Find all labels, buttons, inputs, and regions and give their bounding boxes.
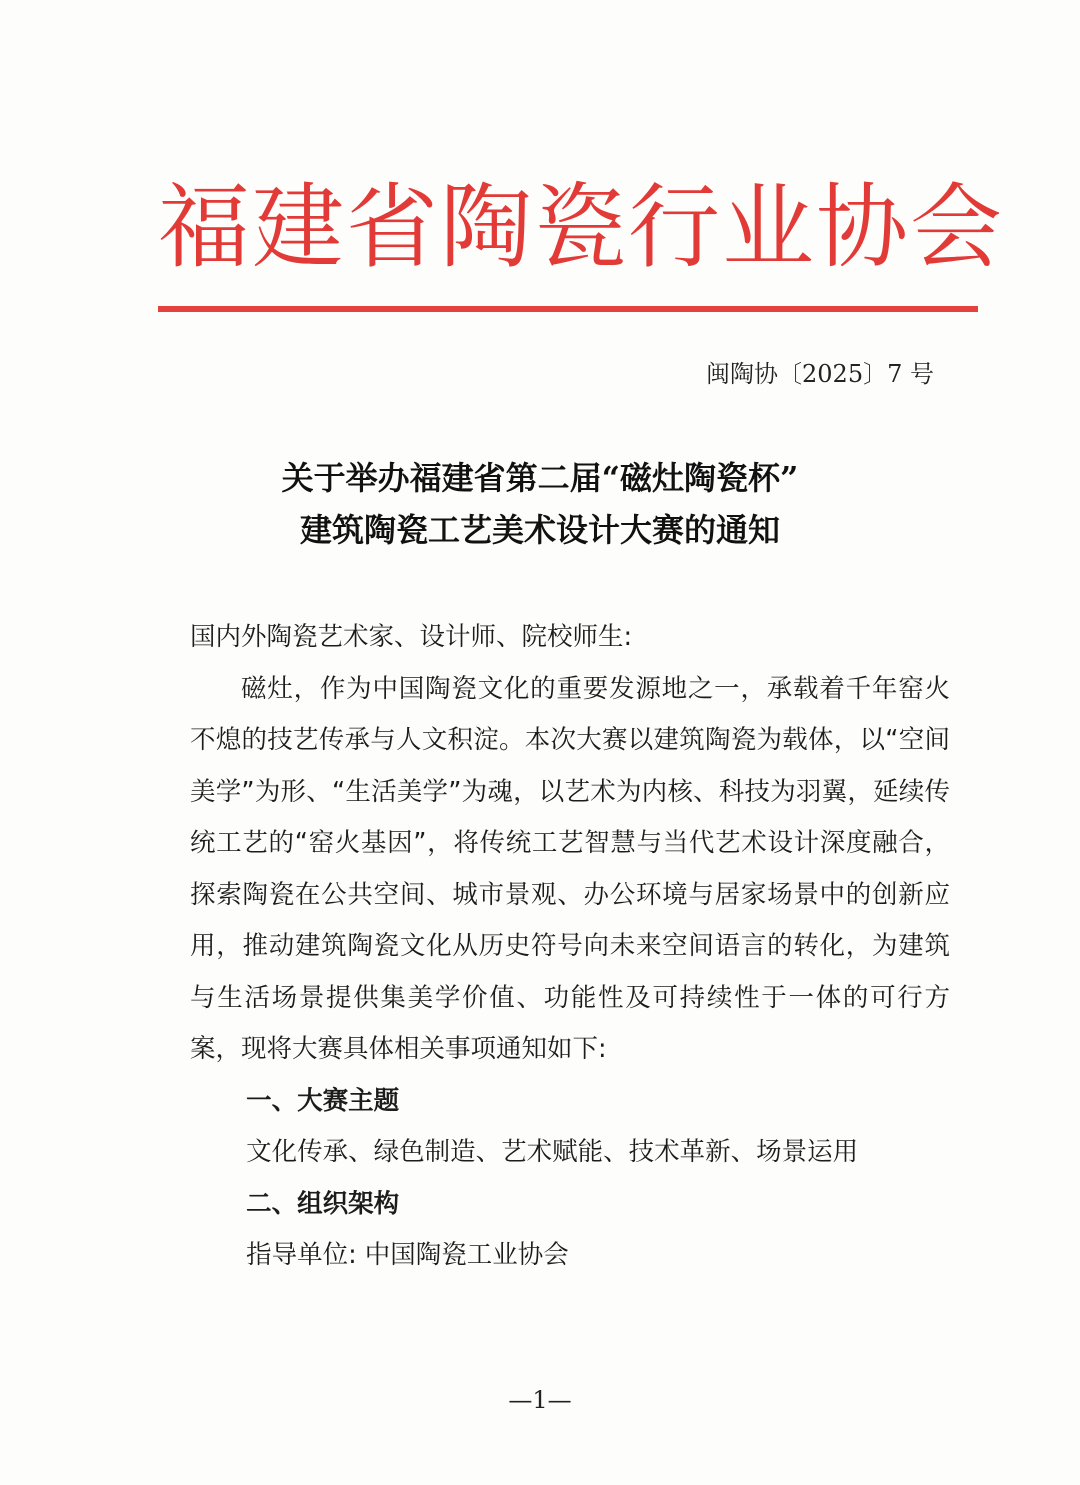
section-text-theme: 文化传承、绿色制造、艺术赋能、技术革新、场景运用	[246, 1137, 859, 1167]
document-number: 闽陶协〔2025〕7 号	[706, 360, 934, 388]
document-body	[190, 612, 950, 1282]
title-line-1: 关于举办福建省第二届“磁灶陶瓷杯”	[281, 459, 799, 497]
organization-letterhead: 福建省陶瓷行业协会	[158, 174, 1005, 281]
salutation: 国内外陶瓷艺术家、设计师、院校师生:	[190, 622, 633, 652]
title-line-2: 建筑陶瓷工艺美术设计大赛的通知	[299, 511, 780, 549]
red-divider-line	[158, 306, 978, 312]
section-text-guiding-unit: 指导单位: 中国陶瓷工业协会	[246, 1240, 569, 1270]
intro-paragraph: 磁灶，作为中国陶瓷文化的重要发源地之一，承载着千年窑火不熄的技艺传承与人文积淀。本次大赛以建筑陶瓷为载体，以“空间美学”为形、“生活美学”为魂，以艺术为内核、科技为羽翼，延续传统工艺的“窑火基因”，将传统工艺智慧与当代艺术设计深度融合，探索陶瓷在公共空间、城市景观、办公环境与居家场景中的创新应用，推动建筑陶瓷文化从历史符号向未来空间语言的转化，为建筑与生活场景提供集美学价值、功能性及可持续性于一体的可行方案，现将大赛具体相关事项通知如下:	[190, 673, 950, 1064]
section-heading-theme: 一、大赛主题	[246, 1085, 400, 1116]
section-heading-organization: 二、组织架构	[246, 1188, 400, 1219]
page-number: —1—	[508, 1386, 572, 1414]
document-title	[140, 452, 940, 556]
